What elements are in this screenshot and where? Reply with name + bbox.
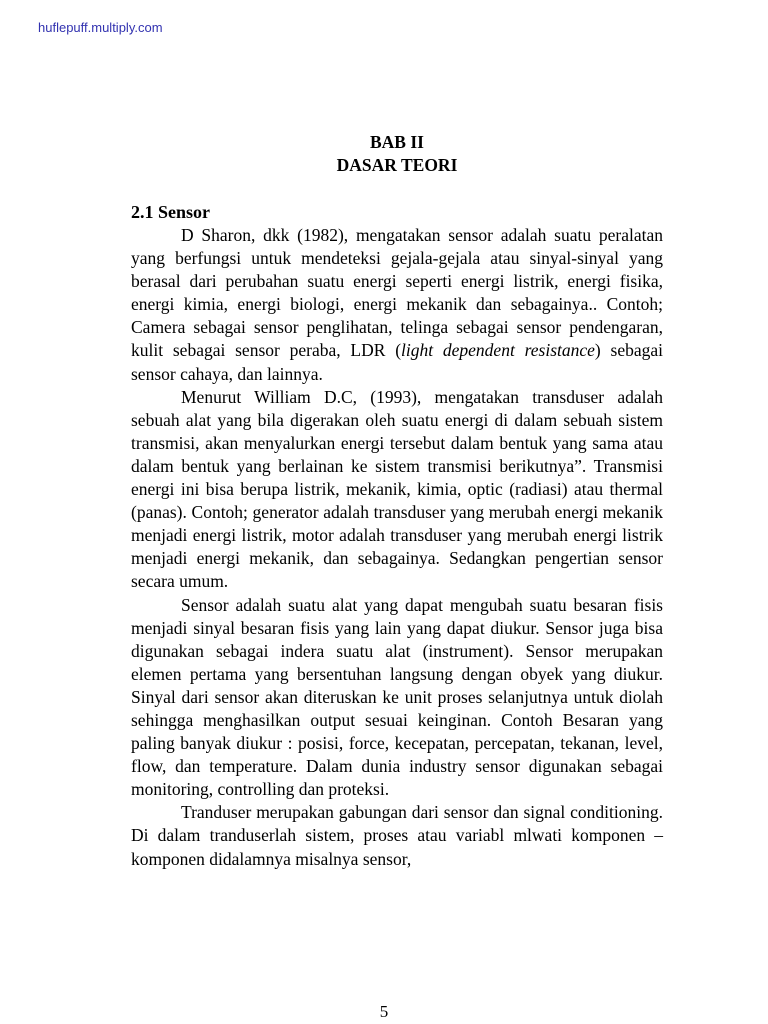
section-heading: 2.1 Sensor (131, 202, 211, 222)
page-number: 5 (379, 1002, 389, 1021)
document-page (131, 131, 663, 871)
chapter-title: DASAR TEORI (336, 155, 458, 175)
paragraph-1-italic: light dependent resistance (401, 340, 595, 361)
paragraph-1 (131, 224, 663, 386)
paragraph-2: Menurut William D.C, (1993), mengatakan transduser adalah sebuah alat yang bila digerakan oleh suatu energi di dalam sebuah sistem transmisi, akan menyalurkan energi tersebut dalam bentuk yang sama atau dalam bentuk yang berlainan ke sistem transmisi berikutnya”. Transmisi energi ini bisa berupa listrik, mekanik, kimia, optic (radiasi) atau thermal (panas). Contoh; generator adalah transduser yang merubah energi mekanik menjadi energi listrik, motor adalah transduser yang merubah energi listrik menjadi energi mekanik, dan sebagainya. Sedangkan pengertian sensor secara umum. (131, 386, 663, 592)
chapter-number: BAB II (370, 132, 424, 152)
paragraph-3: Sensor adalah suatu alat yang dapat mengubah suatu besaran fisis menjadi sinyal besaran fisis yang lain yang dapat diukur. Sensor juga bisa digunakan sebagai indera suatu alat (instrument). Sensor merupakan elemen pertama yang bersentuhan langsung dengan obyek yang diukur. Sinyal dari sensor akan diteruskan ke unit proses selanjutnya untuk diolah sehingga menghasilkan output sesuai keinginan. Contoh Besaran yang paling banyak diukur : posisi, force, kecepatan, percepatan, tekanan, level, flow, dan temperature. Dalam dunia industry sensor digunakan sebagai monitoring, controlling dan proteksi. (131, 594, 663, 800)
paragraph-1-part-b: ) sebagai sensor cahaya, dan lainnya. (131, 340, 663, 384)
paragraph-1-part-a: D Sharon, dkk (1982), mengatakan sensor adalah suatu peralatan yang berfungsi untuk mendeteksi gejala-gejala atau sinyal-sinyal yang berasal dari perubahan suatu energi seperti energi listrik, energi fisika, energi kimia, energi biologi, energi mekanik dan sebagainya.. Contoh; Camera sebagai sensor penglihatan, telinga sebagai sensor pendengaran, kulit sebagai sensor peraba, LDR ( (131, 225, 663, 361)
paragraph-4: Tranduser merupakan gabungan dari sensor dan signal conditioning. Di dalam tranduserlah sistem, proses atau variabl mlwati komponen – komponen didalamnya misalnya sensor, (131, 802, 663, 869)
watermark-url[interactable]: huflepuff.multiply.com (38, 20, 163, 35)
